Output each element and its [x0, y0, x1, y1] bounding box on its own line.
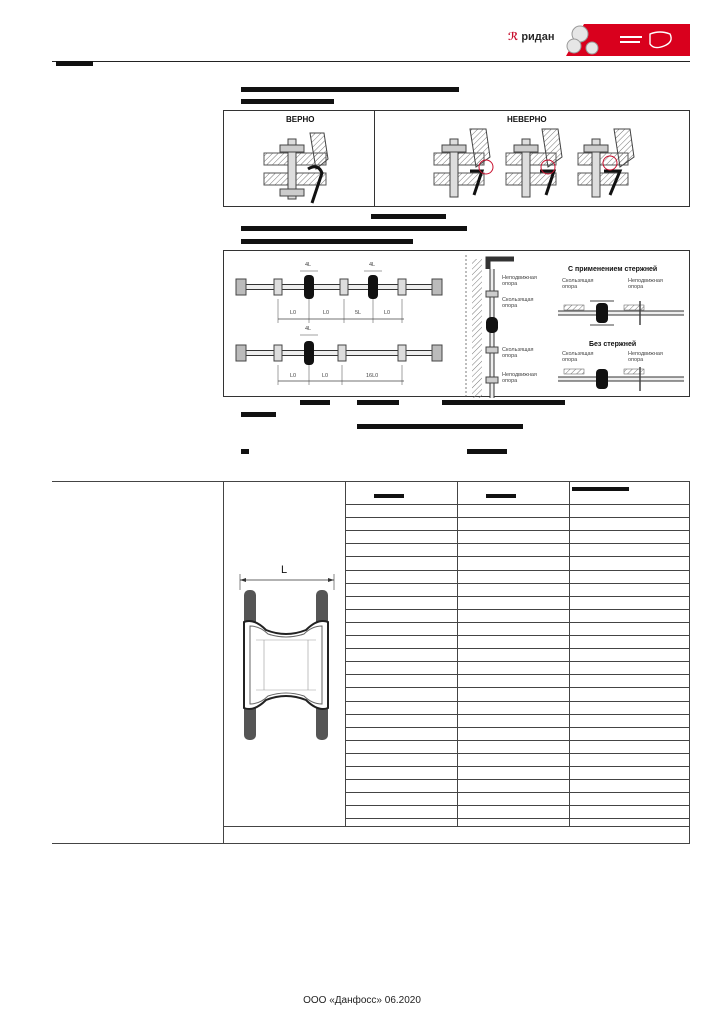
compensator-drawing [226, 560, 344, 750]
table-row-rule [345, 661, 689, 662]
danfoss-logo-band [566, 24, 690, 56]
header-rule [52, 61, 690, 62]
redacted-text-line [371, 214, 446, 219]
table-row-rule [345, 622, 689, 623]
dim-label: 16L0 [366, 373, 379, 379]
table-row-rule [345, 504, 689, 505]
table-row-rule [345, 556, 689, 557]
dim-label: 4L [369, 262, 376, 268]
table-row-rule [345, 727, 689, 728]
dim-label: L0 [290, 310, 297, 316]
table-row-rule [345, 805, 689, 806]
wrong-flange-drawing-1 [434, 129, 493, 197]
redacted-text-line [241, 99, 334, 104]
table-header-cell-redacted [572, 487, 629, 491]
correct-flange-drawing [264, 133, 328, 203]
wrong-flange-drawing-2 [506, 129, 562, 197]
section-rule-bottom [52, 843, 690, 844]
redacted-text-line [467, 449, 507, 454]
redacted-text-line [241, 87, 459, 92]
table-column-divider [457, 481, 458, 826]
table-row-rule [345, 766, 689, 767]
wrong-label: НЕВЕРНО [507, 115, 547, 124]
support-label: Скользящая опора [562, 351, 594, 363]
table-row-rule [345, 779, 689, 780]
table-row-rule [345, 543, 689, 544]
redacted-text-line [357, 424, 523, 429]
support-label: Неподвижная опора [628, 278, 663, 290]
redacted-text-line [357, 400, 399, 405]
section-rule-top [52, 481, 690, 482]
correct-label: ВЕРНО [286, 115, 315, 124]
dim-label: 4L [305, 262, 312, 268]
table-row-rule [345, 596, 689, 597]
table-column-divider [569, 481, 570, 826]
section-right-border [689, 481, 690, 843]
section-left-border [223, 481, 224, 843]
table-row-rule [345, 701, 689, 702]
table-row-rule [345, 740, 689, 741]
redacted-text-line [241, 449, 249, 454]
table-row-rule [345, 635, 689, 636]
redacted-text-line [241, 239, 413, 244]
figure-flange-mounting [223, 110, 690, 207]
dim-label: L0 [384, 310, 391, 316]
redacted-text-line [300, 400, 330, 405]
table-header-cell-redacted [486, 494, 516, 498]
drawing-table-divider [345, 481, 346, 826]
support-label: Скользящая опора [502, 297, 534, 309]
compensator-length-label: L [281, 564, 288, 576]
with-rods-title: С применением стержней [568, 266, 658, 273]
table-row-rule [345, 753, 689, 754]
dim-label: 4L [305, 326, 312, 332]
table-row-rule [345, 570, 689, 571]
dim-label: 5L [355, 310, 362, 316]
table-row-rule [345, 687, 689, 688]
table-row-rule [345, 583, 689, 584]
table-row-rule [345, 792, 689, 793]
table-row-rule [345, 517, 689, 518]
support-label: Скользящая опора [562, 278, 594, 290]
dim-label: L0 [323, 310, 330, 316]
without-rods-title: Без стержней [589, 341, 637, 348]
redacted-text-line [241, 412, 276, 417]
footer-text: ООО «Данфосс» 06.2020 [303, 995, 421, 1006]
support-label: Неподвижная опора [502, 372, 537, 384]
dim-label: L0 [290, 373, 297, 379]
table-bottom-rule [223, 826, 689, 827]
header-section-tab [56, 61, 93, 66]
support-label: Скользящая опора [502, 347, 534, 359]
table-row-rule [345, 674, 689, 675]
table-row-rule [345, 609, 689, 610]
ridan-mark-icon: ℛ [508, 31, 519, 43]
ridan-logo: ℛ ридан [508, 31, 555, 43]
redacted-text-line [442, 400, 565, 405]
flange-drawings [224, 111, 691, 208]
dim-label: L0 [322, 373, 329, 379]
table-row-rule [345, 530, 689, 531]
figure-pipeline-supports [223, 250, 690, 397]
table-header-cell-redacted [374, 494, 404, 498]
table-row-rule [345, 818, 689, 819]
table-row-rule [345, 648, 689, 649]
wrong-flange-drawing-3 [578, 129, 634, 197]
support-label: Неподвижная опора [502, 275, 537, 287]
redacted-text-line [241, 226, 467, 231]
table-row-rule [345, 714, 689, 715]
support-label: Неподвижная опора [628, 351, 663, 363]
